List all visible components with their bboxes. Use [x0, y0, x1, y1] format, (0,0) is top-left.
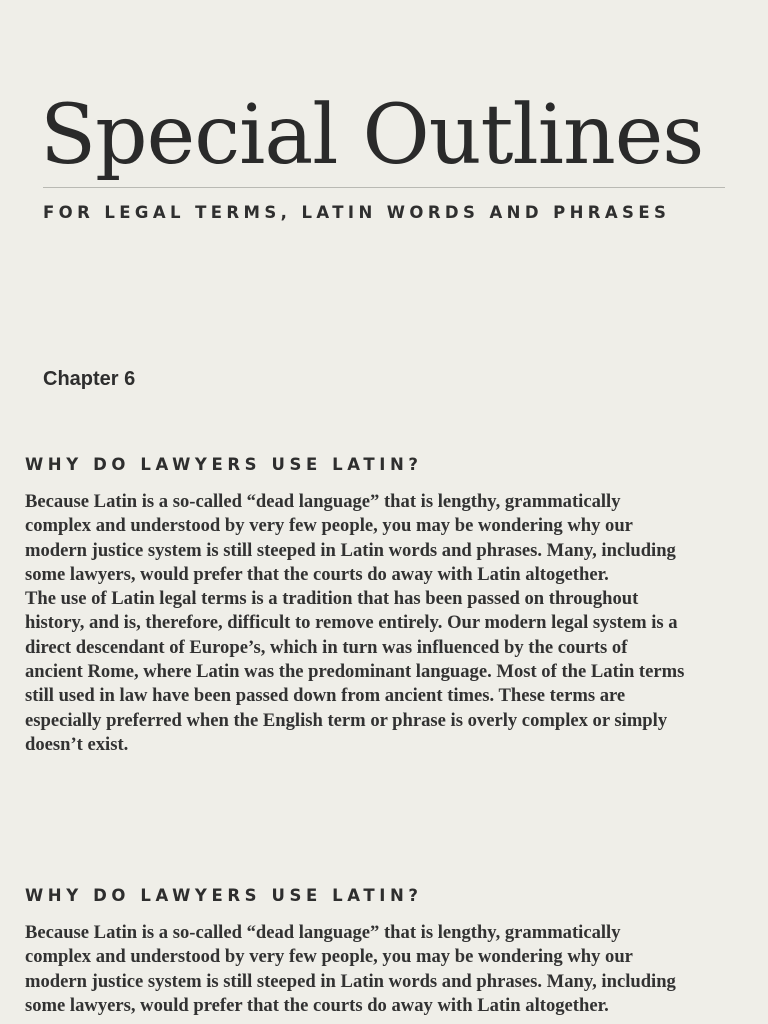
section-heading: WHY DO LAWYERS USE LATIN? [25, 455, 423, 474]
paragraph: Because Latin is a so-called “dead language” that is lengthy, grammatically complex and understood by very few people, you may be wondering why our modern justice system is still steeped in Latin words and phrases. Many, including some lawyers, would prefer that the courts do away with Latin altogether. [25, 491, 676, 585]
section-why-latin-1 [25, 455, 685, 757]
chapter-label: Chapter 6 [43, 368, 136, 390]
page-title: Special Outlines [40, 88, 704, 183]
page-subtitle: FOR LEGAL TERMS, LATIN WORDS AND PHRASES [43, 203, 671, 222]
title-divider [43, 187, 725, 188]
section-why-latin-2 [25, 886, 685, 1018]
paragraph: The use of Latin legal terms is a tradition that has been passed on throughout history, and is, therefore, difficult to remove entirely. Our modern legal system is a direct descendant of Europe’s, which in turn was influenced by the courts of ancient Rome, where Latin was the predominant language. Most of the Latin terms still used in law have been passed down from ancient times. These terms are especially preferred when the English term or phrase is overly complex or simply doesn’t exist. [25, 588, 685, 755]
section-heading: WHY DO LAWYERS USE LATIN? [25, 886, 423, 905]
paragraph: Because Latin is a so-called “dead language” that is lengthy, grammatically complex and understood by very few people, you may be wondering why our modern justice system is still steeped in Latin words and phrases. Many, including some lawyers, would prefer that the courts do away with Latin altogether. [25, 922, 676, 1016]
